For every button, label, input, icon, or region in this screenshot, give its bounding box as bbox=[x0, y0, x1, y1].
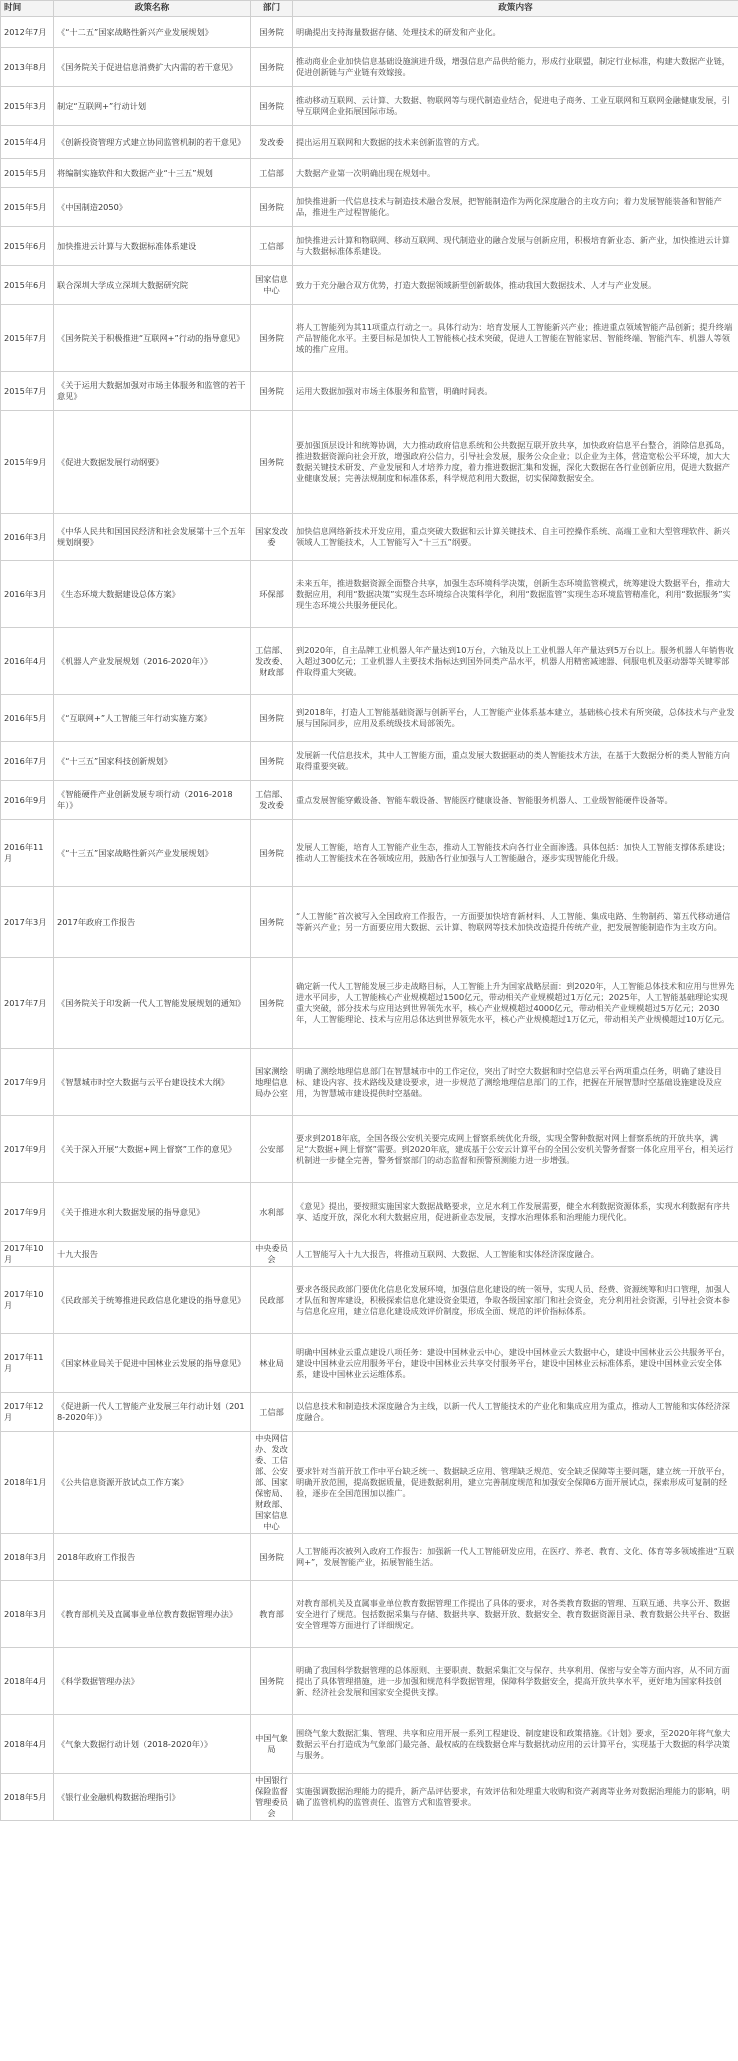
cell-department: 国务院 bbox=[251, 188, 293, 227]
table-row bbox=[1, 48, 738, 87]
table-row bbox=[1, 1581, 738, 1648]
cell-date: 2017年12月 bbox=[1, 1393, 54, 1432]
table-row bbox=[1, 561, 738, 628]
cell-date: 2015年9月 bbox=[1, 411, 54, 514]
cell-department: 国务院 bbox=[251, 305, 293, 372]
table-row bbox=[1, 227, 738, 266]
cell-policy-content: 明确中国林业云重点建设八项任务：建设中国林业云中心，建设中国林业云大数据中心，建设中国林业云公共服务平台，建设中国林业云应用服务平台，建设中国林业云共享交付服务平台，建设中国林业云标准体系，建设中国林业云安全体系，建设中国林业云运维体系。 bbox=[293, 1334, 738, 1393]
cell-department: 国务院 bbox=[251, 87, 293, 126]
cell-policy-content: 提出运用互联网和大数据的技术来创新监管的方式。 bbox=[293, 126, 738, 159]
cell-department: 国家信息中心 bbox=[251, 266, 293, 305]
cell-policy-name: 《机器人产业发展规划（2016-2020年）》 bbox=[54, 628, 251, 695]
cell-policy-content: 未来五年，推进数据资源全面整合共享，加强生态环境科学决策，创新生态环境监管模式，统筹建设大数据平台，推动大数据应用，利用“数据决策”实现生态环境综合决策科学化，利用“数据监管”实现生态环境监管精准化，利用“数据服务”实现生态环境公共服务便民化。 bbox=[293, 561, 738, 628]
cell-policy-content: 运用大数据加强对市场主体服务和监管，明确时间表。 bbox=[293, 372, 738, 411]
cell-department: 国务院 bbox=[251, 411, 293, 514]
cell-department: 国家测绘地理信息局办公室 bbox=[251, 1049, 293, 1116]
cell-date: 2015年6月 bbox=[1, 227, 54, 266]
cell-department: 水利部 bbox=[251, 1183, 293, 1242]
table-header bbox=[1, 1, 738, 17]
cell-policy-content: 明确了测绘地理信息部门在智慧城市中的工作定位，突出了时空大数据和时空信息云平台两项重点任务，明确了建设目标、建设内容、技术路线及建设要求，进一步规范了测绘地理信息部门的工作，把握在开展智慧时空基础设施建设及应用，为智慧城市建设提供时空基础。 bbox=[293, 1049, 738, 1116]
cell-policy-content: 《意见》提出，要按照实施国家大数据战略要求，立足水利工作发展需要，健全水利数据资源体系，实现水利数据有序共享、适度开放，深化水利大数据应用，促进新业态发展，支撑水治理体系和治理能力现代化。 bbox=[293, 1183, 738, 1242]
cell-policy-content: 致力于充分融合双方优势，打造大数据领域新型创新载体，推动我国大数据技术、人才与产业发展。 bbox=[293, 266, 738, 305]
cell-policy-content: 以信息技术和制造技术深度融合为主线，以新一代人工智能技术的产业化和集成应用为重点，推动人工智能和实体经济深度融合。 bbox=[293, 1393, 738, 1432]
table-row bbox=[1, 820, 738, 887]
cell-policy-name: 《中国制造2050》 bbox=[54, 188, 251, 227]
cell-date: 2015年3月 bbox=[1, 87, 54, 126]
cell-date: 2016年11月 bbox=[1, 820, 54, 887]
cell-department: 林业局 bbox=[251, 1334, 293, 1393]
cell-department: 国务院 bbox=[251, 887, 293, 958]
cell-policy-name: 《气象大数据行动计划（2018-2020年）》 bbox=[54, 1715, 251, 1774]
table-row bbox=[1, 958, 738, 1049]
table-row bbox=[1, 1534, 738, 1581]
cell-policy-name: 《生态环境大数据建设总体方案》 bbox=[54, 561, 251, 628]
cell-policy-name: 《创新投资管理方式建立协同监管机制的若干意见》 bbox=[54, 126, 251, 159]
cell-policy-name: 《科学数据管理办法》 bbox=[54, 1648, 251, 1715]
cell-policy-content: 重点发展智能穿戴设备、智能车载设备、智能医疗健康设备、智能服务机器人、工业级智能硬件设备等。 bbox=[293, 781, 738, 820]
table-row bbox=[1, 126, 738, 159]
cell-policy-content: 加快信息网络新技术开发应用，重点突破大数据和云计算关键技术、自主可控操作系统、高端工业和大型管理软件、新兴领域人工智能技术，人工智能写入“十三五”纲要。 bbox=[293, 514, 738, 561]
cell-date: 2016年4月 bbox=[1, 628, 54, 695]
cell-policy-content: 要求到2018年底，全国各级公安机关要完成网上督察系统优化升级，实现全警种数据对网上督察系统的开放共享，满足“大数据+网上督察”需要。到2020年底，建成基于公安云计算平台的全国公安机关警务督察一体化应用平台，相关运行机制进一步健全完善，警务督察部门的动态监督和预警预测能力进一步增强。 bbox=[293, 1116, 738, 1183]
cell-policy-name: 《“十二五”国家战略性新兴产业发展规划》 bbox=[54, 17, 251, 48]
header-policy-content: 政策内容 bbox=[293, 1, 738, 17]
cell-policy-content: 人工智能写入十九大报告，将推动互联网、大数据、人工智能和实体经济深度融合。 bbox=[293, 1242, 738, 1267]
cell-policy-content: 发展新一代信息技术，其中人工智能方面，重点发展大数据驱动的类人智能技术方法，在基于大数据分析的类人智能方向取得重要突破。 bbox=[293, 742, 738, 781]
table-row bbox=[1, 372, 738, 411]
cell-policy-content: 对教育部机关及直属事业单位教育数据管理工作提出了具体的要求，对各类教育数据的管理、互联互通、共享公开、数据安全进行了规范。包括数据采集与存储、数据共享、数据开放、数据安全、教育数据资源目录、教育数据公共平台、数据安全管理等方面进行了详细规定。 bbox=[293, 1581, 738, 1648]
cell-policy-name: 《关于运用大数据加强对市场主体服务和监管的若干意见》 bbox=[54, 372, 251, 411]
cell-policy-content: 要求针对当前开放工作中平台缺乏统一、数据缺乏应用、管理缺乏规范、安全缺乏保障等主要问题，建立统一开放平台，明确开放范围，提高数据质量，促进数据利用，建立完善制度规范和加强安全保障6方面开展试点，探索形成可复制的经验，逐步在全国范围加以推广。 bbox=[293, 1432, 738, 1534]
cell-policy-name: 《民政部关于统筹推进民政信息化建设的指导意见》 bbox=[54, 1267, 251, 1334]
cell-department: 国务院 bbox=[251, 742, 293, 781]
header-time: 时间 bbox=[1, 1, 54, 17]
cell-date: 2017年11月 bbox=[1, 1334, 54, 1393]
cell-policy-content: 大数据产业第一次明确出现在规划中。 bbox=[293, 159, 738, 188]
cell-policy-content: 要求各级民政部门要优化信息化发展环境，加强信息化建设的统一领导，实现人员、经费、资源统筹和归口管理，加强人才队伍和智库建设，积极探索信息化建设资金渠道，争取各级国家部门和社会资金，充分利用社会资源，引导社会资本参与信息化应用，建立信息化建设成效评价制度，形成全面、规范的评价指标体系。 bbox=[293, 1267, 738, 1334]
cell-department: 中央网信办、发改委、工信部、公安部、国家保密局、财政部、国家信息中心 bbox=[251, 1432, 293, 1534]
cell-department: 工信部 bbox=[251, 159, 293, 188]
cell-date: 2018年5月 bbox=[1, 1774, 54, 1821]
header-department: 部门 bbox=[251, 1, 293, 17]
table-row bbox=[1, 411, 738, 514]
cell-policy-name: 《“互联网+”人工智能三年行动实施方案》 bbox=[54, 695, 251, 742]
table-row bbox=[1, 887, 738, 958]
table-row bbox=[1, 695, 738, 742]
table-row bbox=[1, 1774, 738, 1821]
header-policy-name: 政策名称 bbox=[54, 1, 251, 17]
cell-department: 工信部 bbox=[251, 227, 293, 266]
cell-date: 2017年3月 bbox=[1, 887, 54, 958]
cell-policy-name: 《教育部机关及直属事业单位教育数据管理办法》 bbox=[54, 1581, 251, 1648]
cell-department: 国家发改委 bbox=[251, 514, 293, 561]
table-row bbox=[1, 1116, 738, 1183]
cell-policy-name: 制定“互联网+”行动计划 bbox=[54, 87, 251, 126]
header-row bbox=[1, 1, 738, 17]
cell-policy-name: 《“十三五”国家科技创新规划》 bbox=[54, 742, 251, 781]
cell-policy-name: 《银行业金融机构数据治理指引》 bbox=[54, 1774, 251, 1821]
cell-policy-content: 加快推进云计算和物联网、移动互联网、现代制造业的融合发展与创新应用，积极培育新业态、新产业，加快推进云计算与大数据标准体系建设。 bbox=[293, 227, 738, 266]
cell-department: 中国银行保险监督管理委员会 bbox=[251, 1774, 293, 1821]
cell-policy-name: 《智慧城市时空大数据与云平台建设技术大纲》 bbox=[54, 1049, 251, 1116]
cell-date: 2018年1月 bbox=[1, 1432, 54, 1534]
cell-policy-name: 《智能硬件产业创新发展专项行动（2016-2018年）》 bbox=[54, 781, 251, 820]
table-row bbox=[1, 514, 738, 561]
cell-policy-content: 明确提出支持海量数据存储、处理技术的研发和产业化。 bbox=[293, 17, 738, 48]
cell-date: 2015年5月 bbox=[1, 188, 54, 227]
cell-date: 2017年10月 bbox=[1, 1242, 54, 1267]
cell-department: 教育部 bbox=[251, 1581, 293, 1648]
cell-department: 国务院 bbox=[251, 820, 293, 887]
table-row bbox=[1, 1267, 738, 1334]
cell-policy-content: 推动移动互联网、云计算、大数据、物联网等与现代制造业结合，促进电子商务、工业互联网和互联网金融健康发展，引导互联网企业拓展国际市场。 bbox=[293, 87, 738, 126]
table-row bbox=[1, 17, 738, 48]
table-row bbox=[1, 1242, 738, 1267]
table-row bbox=[1, 1334, 738, 1393]
cell-policy-name: 《国务院关于印发新一代人工智能发展规划的通知》 bbox=[54, 958, 251, 1049]
table-row bbox=[1, 1432, 738, 1534]
table-row bbox=[1, 305, 738, 372]
cell-department: 环保部 bbox=[251, 561, 293, 628]
cell-policy-content: 到2018年，打造人工智能基础资源与创新平台，人工智能产业体系基本建立，基础核心技术有所突破，总体技术与产业发展与国际同步，应用及系统级技术局部领先。 bbox=[293, 695, 738, 742]
cell-policy-name: 2017年政府工作报告 bbox=[54, 887, 251, 958]
cell-date: 2017年9月 bbox=[1, 1049, 54, 1116]
cell-policy-content: 实施强调数据治理能力的提升，新产品评估要求，有效评估和处理重大收购和资产剥离等业务对数据治理能力的影响，明确了监管机构的监管责任、监管方式和监管要求。 bbox=[293, 1774, 738, 1821]
cell-department: 国务院 bbox=[251, 695, 293, 742]
cell-policy-content: 围绕气象大数据汇集、管理、共享和应用开展一系列工程建设、制度建设和政策措施。《计划》要求，至2020年将气象大数据云平台打造成为气象部门最完备、最权威的在线数据仓库与数据扰动应用的云计算平台，实现基于大数据的科学决策与服务。 bbox=[293, 1715, 738, 1774]
cell-date: 2016年5月 bbox=[1, 695, 54, 742]
cell-policy-name: 《国家林业局关于促进中国林业云发展的指导意见》 bbox=[54, 1334, 251, 1393]
cell-date: 2017年9月 bbox=[1, 1116, 54, 1183]
cell-department: 工信部 bbox=[251, 1393, 293, 1432]
cell-date: 2018年4月 bbox=[1, 1715, 54, 1774]
cell-date: 2017年9月 bbox=[1, 1183, 54, 1242]
cell-policy-name: 《关于深入开展“大数据+网上督察”工作的意见》 bbox=[54, 1116, 251, 1183]
cell-policy-name: 十九大报告 bbox=[54, 1242, 251, 1267]
cell-policy-name: 《关于推进水利大数据发展的指导意见》 bbox=[54, 1183, 251, 1242]
table-row bbox=[1, 1648, 738, 1715]
cell-policy-content: 明确了我国科学数据管理的总体原则、主要职责、数据采集汇交与保存、共享利用、保密与安全等方面内容，从不同方面提出了具体管理措施，进一步加强和规范科学数据管理，保障科学数据安全，提高开放共享水平，更好地为国家科技创新、经济社会发展和国家安全提供支撑。 bbox=[293, 1648, 738, 1715]
cell-date: 2012年7月 bbox=[1, 17, 54, 48]
cell-date: 2015年4月 bbox=[1, 126, 54, 159]
table-row bbox=[1, 188, 738, 227]
cell-department: 公安部 bbox=[251, 1116, 293, 1183]
cell-department: 国务院 bbox=[251, 1534, 293, 1581]
cell-department: 民政部 bbox=[251, 1267, 293, 1334]
cell-policy-content: 到2020年，自主品牌工业机器人年产量达到10万台，六轴及以上工业机器人年产量达到5万台以上。服务机器人年销售收入超过300亿元；工业机器人主要技术指标达到国外同类产品水平，机器人用精密减速器、伺服电机及驱动器等关键零部件取得重大突破。 bbox=[293, 628, 738, 695]
cell-policy-content: 确定新一代人工智能发展三步走战略目标，人工智能上升为国家战略层面：到2020年，人工智能总体技术和应用与世界先进水平同步，人工智能核心产业规模超过1500亿元，带动相关产业规模超过1万亿元；2025年，人工智能基础理论实现重大突破，部分技术与应用达到世界领先水平，核心产业规模超过4000亿元，带动相关产业规模超过5万亿元；2030年，人工智能理论、技术与应用总体达到世界领先水平，核心产业规模超过1万亿元，带动相关产业规模超过10万亿元。 bbox=[293, 958, 738, 1049]
cell-policy-name: 《中华人民共和国国民经济和社会发展第十三个五年规划纲要》 bbox=[54, 514, 251, 561]
cell-date: 2015年5月 bbox=[1, 159, 54, 188]
table-row bbox=[1, 742, 738, 781]
table-row bbox=[1, 159, 738, 188]
cell-department: 国务院 bbox=[251, 48, 293, 87]
cell-policy-content: 要加强顶层设计和统筹协调，大力推动政府信息系统和公共数据互联开放共享，加快政府信息平台整合，消除信息孤岛，推进数据资源向社会开放，增强政府公信力，引导社会发展，服务公众企业；以企业为主体，营造宽松公平环境，加大大数据关键技术研发、产业发展和人才培养力度，着力推进数据汇集和发掘，深化大数据在各行业创新应用，促进大数据产业健康发展；完善法规制度和标准体系，科学规范利用大数据，切实保障数据安全。 bbox=[293, 411, 738, 514]
table-row bbox=[1, 781, 738, 820]
cell-department: 工信部、发改委、财政部 bbox=[251, 628, 293, 695]
cell-policy-name: 《“十三五”国家战略性新兴产业发展规划》 bbox=[54, 820, 251, 887]
cell-department: 国务院 bbox=[251, 1648, 293, 1715]
cell-policy-content: 推动商业企业加快信息基础设施演进升级，增强信息产品供给能力，形成行业联盟，制定行业标准，构建大数据产业链，促进创新链与产业链有效嫁接。 bbox=[293, 48, 738, 87]
cell-policy-name: 《促进大数据发展行动纲要》 bbox=[54, 411, 251, 514]
table-body bbox=[1, 17, 738, 1821]
cell-date: 2018年3月 bbox=[1, 1534, 54, 1581]
table-row bbox=[1, 1715, 738, 1774]
cell-department: 发改委 bbox=[251, 126, 293, 159]
cell-date: 2016年7月 bbox=[1, 742, 54, 781]
cell-department: 中央委员会 bbox=[251, 1242, 293, 1267]
cell-department: 工信部、发改委 bbox=[251, 781, 293, 820]
table-row bbox=[1, 266, 738, 305]
cell-policy-content: “人工智能”首次被写入全国政府工作报告，一方面要加快培育新材料、人工智能、集成电路、生物制药、第五代移动通信等新兴产业；另一方面要应用大数据、云计算、物联网等技术加快改造提升传统产业，把发展智能制造作为主攻方向。 bbox=[293, 887, 738, 958]
cell-date: 2016年9月 bbox=[1, 781, 54, 820]
cell-policy-name: 联合深圳大学成立深圳大数据研究院 bbox=[54, 266, 251, 305]
cell-date: 2017年7月 bbox=[1, 958, 54, 1049]
cell-policy-name: 将编制实施软件和大数据产业“十三五”规划 bbox=[54, 159, 251, 188]
cell-department: 国务院 bbox=[251, 372, 293, 411]
table-row bbox=[1, 628, 738, 695]
table-row bbox=[1, 87, 738, 126]
cell-department: 国务院 bbox=[251, 958, 293, 1049]
table-row bbox=[1, 1393, 738, 1432]
cell-date: 2016年3月 bbox=[1, 514, 54, 561]
cell-policy-content: 发展人工智能，培育人工智能产业生态，推动人工智能技术向各行业全面渗透。具体包括：加快人工智能支撑体系建设；推动人工智能技术在各领域应用，鼓励各行业加强与人工智能融合，逐步实现智能化升级。 bbox=[293, 820, 738, 887]
cell-department: 中国气象局 bbox=[251, 1715, 293, 1774]
cell-date: 2015年6月 bbox=[1, 266, 54, 305]
cell-policy-name: 加快推进云计算与大数据标准体系建设 bbox=[54, 227, 251, 266]
cell-date: 2018年3月 bbox=[1, 1581, 54, 1648]
cell-department: 国务院 bbox=[251, 17, 293, 48]
table-row bbox=[1, 1049, 738, 1116]
cell-date: 2016年3月 bbox=[1, 561, 54, 628]
cell-policy-name: 《促进新一代人工智能产业发展三年行动计划（2018-2020年）》 bbox=[54, 1393, 251, 1432]
cell-date: 2013年8月 bbox=[1, 48, 54, 87]
cell-date: 2015年7月 bbox=[1, 305, 54, 372]
cell-policy-content: 人工智能再次被列入政府工作报告：加强新一代人工智能研发应用，在医疗、养老、教育、文化、体育等多领域推进“互联网+”，发展智能产业，拓展智能生活。 bbox=[293, 1534, 738, 1581]
cell-policy-name: 《国务院关于促进信息消费扩大内需的若干意见》 bbox=[54, 48, 251, 87]
cell-policy-name: 2018年政府工作报告 bbox=[54, 1534, 251, 1581]
cell-policy-content: 将人工智能列为其11项重点行动之一。具体行动为：培育发展人工智能新兴产业；推进重点领域智能产品创新；提升终端产品智能化水平。主要目标是加快人工智能核心技术突破，促进人工智能在智能家居、智能终端、智能汽车、机器人等领域的推广应用。 bbox=[293, 305, 738, 372]
cell-date: 2015年7月 bbox=[1, 372, 54, 411]
cell-policy-name: 《公共信息资源开放试点工作方案》 bbox=[54, 1432, 251, 1534]
cell-policy-name: 《国务院关于积极推进“互联网+”行动的指导意见》 bbox=[54, 305, 251, 372]
cell-date: 2018年4月 bbox=[1, 1648, 54, 1715]
table-row bbox=[1, 1183, 738, 1242]
cell-date: 2017年10月 bbox=[1, 1267, 54, 1334]
cell-policy-content: 加快推进新一代信息技术与制造技术融合发展，把智能制造作为两化深度融合的主攻方向；着力发展智能装备和智能产品，推进生产过程智能化。 bbox=[293, 188, 738, 227]
